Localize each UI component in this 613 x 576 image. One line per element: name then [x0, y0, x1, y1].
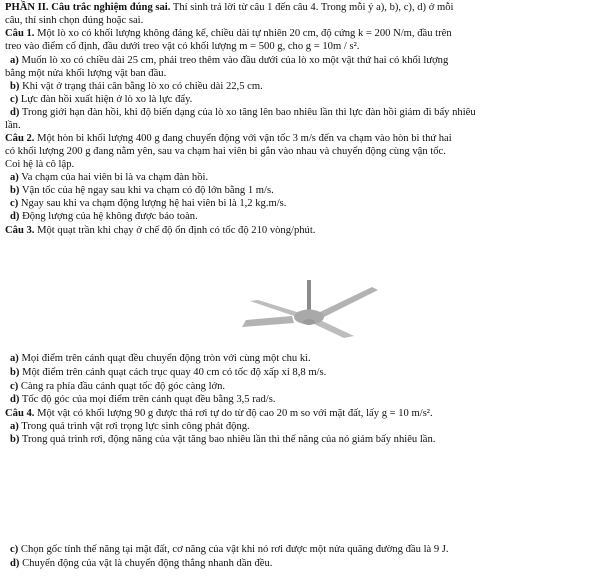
q3-option-a: a) Mọi điểm trên cánh quạt đều chuyển động tròn với cùng một chu kì. [10, 353, 311, 364]
q2-stem-line-3: Coi hệ là cô lập. [5, 159, 75, 170]
q3-stem: Câu 3. Một quạt trần khi chạy ở chế độ ổn định có tốc độ 210 vòng/phút. [5, 225, 316, 236]
q4-stem: Câu 4. Một vật có khối lượng 90 g được thả rơi tự do từ độ cao 20 m so với mặt đất, lấy g = 10 m/s². [5, 408, 433, 419]
ceiling-fan-image [240, 280, 380, 342]
q2-option-d: d) Động lượng của hệ không được bảo toàn. [10, 211, 198, 222]
q3-option-d: d) Tốc độ góc của mọi điểm trên cánh quạt đều bằng 3,5 rad/s. [10, 394, 276, 405]
fan-downrod [307, 280, 311, 310]
q1-option-b: b) Khi vật ở trạng thái cân bằng lò xo có chiều dài 22,5 cm. [10, 81, 263, 92]
q1-stem-line-2: treo vào điểm cố định, đầu dưới treo vật có khối lượng m = 500 g, cho g = 10m / s². [5, 41, 360, 52]
q3-option-c: c) Càng ra phía đầu cánh quạt tốc độ góc càng lớn. [10, 381, 226, 392]
q4-label: Câu 4. [5, 408, 35, 419]
q2-option-b: b) Vận tốc của hệ ngay sau khi va chạm có độ lớn bằng 1 m/s. [10, 185, 274, 196]
intro-line-2: câu, thí sinh chọn đúng hoặc sai. [5, 15, 144, 26]
section-title: PHẦN II. Câu trắc nghiệm đúng sai. [5, 2, 171, 13]
q2-label: Câu 2. [5, 133, 35, 144]
q1-option-d: d) Trong giới hạn đàn hồi, khi độ biến dạng của lò xo tăng lên bao nhiêu lần thì lực đàn hồi giảm đi bấy nhiêu [10, 107, 476, 118]
fan-blade-front [314, 320, 354, 338]
q4-option-c: c) Chọn gốc tính thế năng tại mặt đất, cơ năng của vật khi nó rơi được một nửa quãng đường đầu là 9 J. [10, 544, 449, 555]
q1-option-a: a) Muốn lò xo có chiều dài 25 cm, phải treo thêm vào đầu dưới của lò xo một vật thứ hai có khối lượng [10, 55, 449, 66]
q4-option-d: d) Chuyển động của vật là chuyển động thẳng nhanh dần đều. [10, 558, 273, 569]
q3-option-b: b) Một điểm trên cánh quạt cách trục quay 40 cm có tốc độ xấp xỉ 8,8 m/s. [10, 367, 327, 378]
fan-cap [303, 319, 315, 325]
q2-option-a: a) Va chạm của hai viên bi là va chạm đàn hồi. [10, 172, 209, 183]
fan-blade-back-left [250, 300, 300, 317]
q1-option-d-cont: lần. [5, 120, 21, 131]
q2-option-c: c) Ngay sau khi va chạm động lượng hệ hai viên bi là 1,2 kg.m/s. [10, 198, 287, 209]
q1-option-a-cont: bằng một nửa khối lượng vật ban đầu. [5, 68, 167, 79]
q1-option-c: c) Lực đàn hồi xuất hiện ở lò xo là lực đẩy. [10, 94, 193, 105]
q2-stem-line-2: có khối lượng 200 g đang nằm yên, sau va chạm hai viên bi gắn vào nhau và chuyển động cùng vận tốc. [5, 146, 446, 157]
q1-label: Câu 1. [5, 28, 35, 39]
q4-option-a: a) Trong quá trình vật rơi trọng lực sinh công phát động. [10, 421, 250, 432]
intro-line-1: PHẦN II. Câu trắc nghiệm đúng sai. Thí sinh trả lời từ câu 1 đến câu 4. Trong mỗi ý a), b), c), d) ở mỗi [5, 2, 454, 13]
q1-stem-line-1: Câu 1. Một lò xo có khối lượng không đáng kể, chiều dài tự nhiên 20 cm, độ cứng k = 200 N/m, đầu trên [5, 28, 452, 39]
fan-blade-left [242, 316, 294, 327]
q2-stem-line-1: Câu 2. Một hòn bi khối lượng 400 g đang chuyển động với vận tốc 3 m/s đến va chạm vào hòn bi thứ hai [5, 133, 452, 144]
fan-blade-right [320, 287, 378, 317]
q3-label: Câu 3. [5, 225, 35, 236]
q4-option-b: b) Trong quá trình rơi, động năng của vật tăng bao nhiêu lần thì thế năng của nó giảm bấy nhiêu lần. [10, 434, 436, 445]
